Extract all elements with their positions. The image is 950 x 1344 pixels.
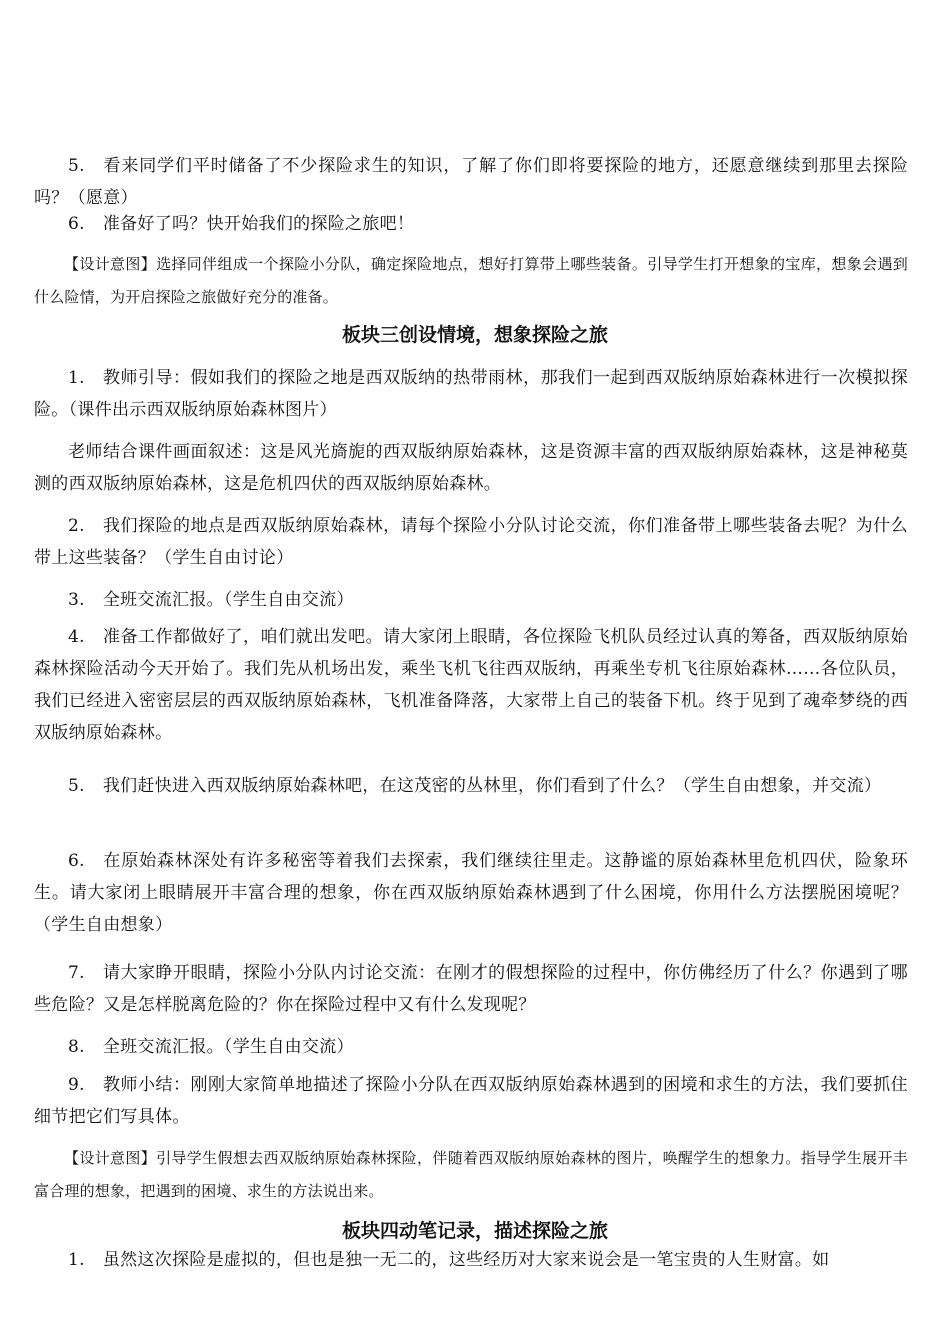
s3-paragraph-1: 1. 教师引导：假如我们的探险之地是西双版纳的热带雨林，那我们一起到西双版纳原始森林进行一次模拟探险。（课件出示西双版纳原始森林图片） — [34, 368, 908, 420]
paragraph-6: 6. 准备好了吗？快开始我们的探险之旅吧！ — [68, 214, 415, 234]
s3-paragraph-2: 2. 我们探险的地点是西双版纳原始森林，请每个探险小分队讨论交流，你们准备带上哪些装备去呢？为什么带上这些装备？（学生自由讨论） — [34, 516, 908, 568]
s4-paragraph-1: 1. 虽然这次探险是虚拟的，但也是独一无二的，这些经历对大家来说会是一笔宝贵的人生财富。如 — [68, 1250, 830, 1270]
s3-paragraph-4: 4. 准备工作都做好了，咱们就出发吧。请大家闭上眼睛，各位探险飞机队员经过认真的筹备，西双版纳原始森林探险活动今天开始了。我们先从机场出发，乘坐飞机飞往西双版纳，再乘坐专机飞往原始森林……各位队员，我们已经进入密密层层的西双版纳原始森林，飞机准备降落，大家带上自己的装备下机。终于见到了魂牵梦绕的西双版纳原始森林。 — [34, 627, 908, 743]
s3-paragraph-3: 3. 全班交流汇报。（学生自由交流） — [68, 590, 354, 610]
s3-paragraph-narration: 老师结合课件画面叙述：这是风光旖旎的西双版纳原始森林，这是资源丰富的西双版纳原始森林，这是神秘莫测的西双版纳原始森林，这是危机四伏的西双版纳原始森林。 — [34, 442, 908, 494]
s3-paragraph-9: 9. 教师小结：刚刚大家简单地描述了探险小分队在西双版纳原始森林遇到的困境和求生的方法，我们要抓住细节把它们写具体。 — [34, 1075, 908, 1127]
s3-paragraph-5: 5. 我们赶快进入西双版纳原始森林吧，在这茂密的丛林里，你们看到了什么？（学生自由想象，并交流） — [68, 776, 882, 796]
s3-paragraph-6: 6. 在原始森林深处有许多秘密等着我们去探索，我们继续往里走。这静谧的原始森林里危机四伏，险象环生。请大家闭上眼睛展开丰富合理的想象，你在西双版纳原始森林遇到了什么困境，你用什么方法摆脱困境呢？（学生自由想象） — [34, 851, 908, 935]
s3-paragraph-8: 8. 全班交流汇报。（学生自由交流） — [68, 1037, 354, 1057]
section-heading-4: 板块四动笔记录，描述探险之旅 — [341, 1220, 608, 1242]
section-heading-3: 板块三创设情境，想象探险之旅 — [341, 324, 608, 346]
design-intent-2: 【设计意图】引导学生假想去西双版纳原始森林探险，伴随着西双版纳原始森林的图片，唤醒学生的想象力。指导学生展开丰富合理的想象，把遇到的困境、求生的方法说出来。 — [34, 1149, 908, 1200]
s3-paragraph-7: 7. 请大家睁开眼睛，探险小分队内讨论交流：在刚才的假想探险的过程中，你仿佛经历了什么？你遇到了哪些危险？又是怎样脱离危险的？你在探险过程中又有什么发现呢？ — [34, 963, 908, 1015]
design-intent-1: 【设计意图】选择同伴组成一个探险小分队，确定探险地点，想好打算带上哪些装备。引导学生打开想象的宝库，想象会遇到什么险情，为开启探险之旅做好充分的准备。 — [34, 255, 908, 306]
paragraph-5: 5. 看来同学们平时储备了不少探险求生的知识，了解了你们即将要探险的地方，还愿意继续到那里去探险吗？（愿意） — [34, 156, 908, 208]
